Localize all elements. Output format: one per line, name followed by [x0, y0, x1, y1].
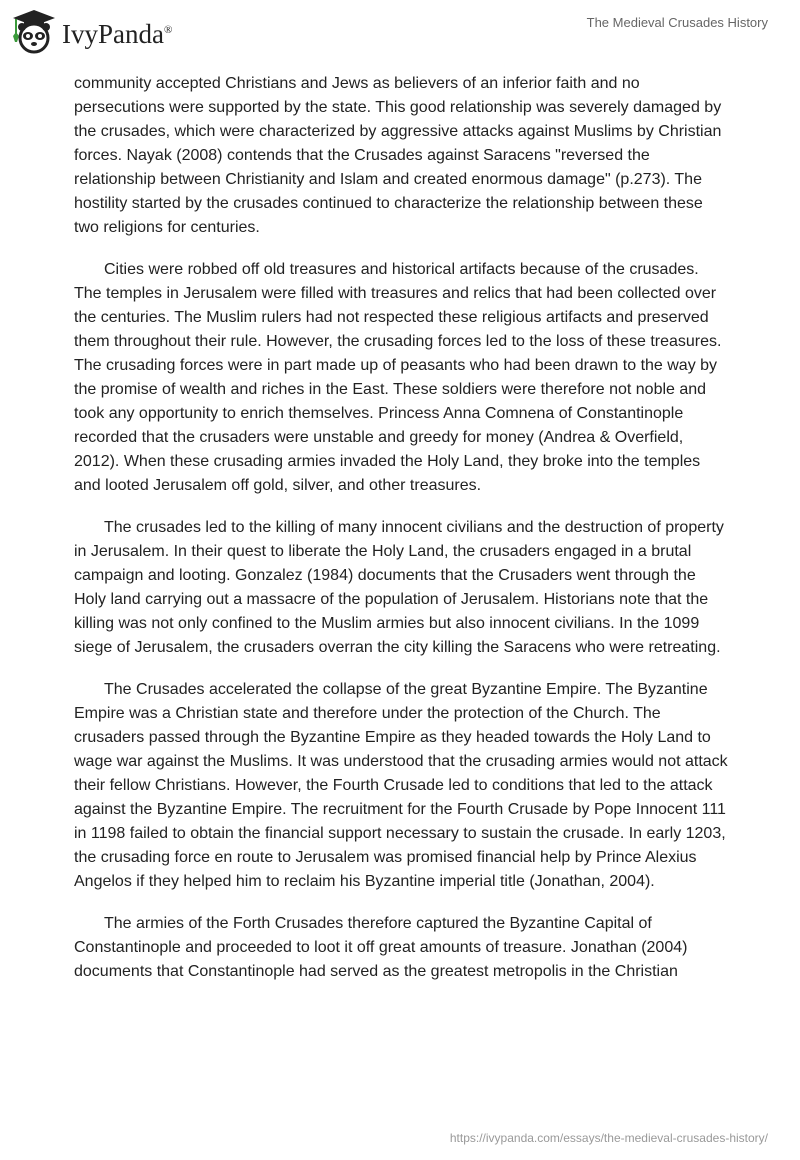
paragraph: The crusades led to the killing of many innocent civilians and the destruction of property in Jerusalem. In their quest to liberate the Holy Land, the crusaders engaged in a brutal campaign and looting. Gonzalez (1984) documents that the Crusaders went through the Holy land carrying out a massacre of the population of Jerusalem. Historians note that the killing was not only confined to the Muslim armies but also innocent civilians. In the 1099 siege of Jerusalem, the crusaders overran the city killing the Saracens who were retreating.	[74, 519, 724, 656]
panda-graduate-icon	[12, 8, 56, 54]
paragraph: The armies of the Forth Crusades therefore captured the Byzantine Capital of Constantinople and proceeded to loot it off great amounts of treasure. Jonathan (2004) documents that Constantinople had served as the greatest metropolis in the Christian	[74, 915, 688, 980]
document-title: The Medieval Crusades History	[586, 15, 768, 30]
ivypanda-logo[interactable]	[12, 8, 172, 54]
paragraph: The Crusades accelerated the collapse of the great Byzantine Empire. The Byzantine Empire was a Christian state and therefore under the protection of the Church. The crusaders passed through the Byzantine Empire as they headed towards the Holy Land to wage war against the Muslims. It was understood that the crusading armies would not attack their fellow Christians. However, the Fourth Crusade led to conditions that led to the attack against the Byzantine Empire. The recruitment for the Fourth Crusade by Pope Innocent 111 in 1198 failed to obtain the financial support necessary to sustain the crusade. In early 1203, the crusading force en route to Jerusalem was promised financial help by Prince Alexius Angelos if they helped him to reclaim his Byzantine imperial title (Jonathan, 2004).	[74, 681, 728, 890]
logo-text: IvyPanda®	[62, 18, 173, 49]
source-url[interactable]: https://ivypanda.com/essays/the-medieval-crusades-history/	[449, 1131, 768, 1145]
paragraph: Cities were robbed off old treasures and historical artifacts because of the crusades. The temples in Jerusalem were filled with treasures and relics that had been collected over the centuries. The Muslim rulers had not respected these religious artifacts and preserved them throughout their rule. However, the crusading forces led to the loss of these treasures. The crusading forces were in part made up of peasants who had been drawn to the way by the promise of wealth and riches in the East. These soldiers were therefore not noble and took any opportunity to enrich themselves. Princess Anna Comnena of Constantinople recorded that the crusaders were unstable and greedy for money (Andrea & Overfield, 2012). When these crusading armies invaded the Holy Land, they broke into the temples and looted Jerusalem off gold, silver, and other treasures.	[74, 261, 722, 494]
paragraph: community accepted Christians and Jews as believers of an inferior faith and no persecutions were supported by the state. This good relationship was severely damaged by the crusades, which were characterized by aggressive attacks against Muslims by Christian forces. Nayak (2008) contends that the Crusades against Saracens "reversed the relationship between Christianity and Islam and created enormous damage" (p.273). The hostility started by the crusades continued to characterize the relationship between these two religions for centuries.	[74, 75, 722, 236]
essay-content	[74, 72, 730, 1002]
